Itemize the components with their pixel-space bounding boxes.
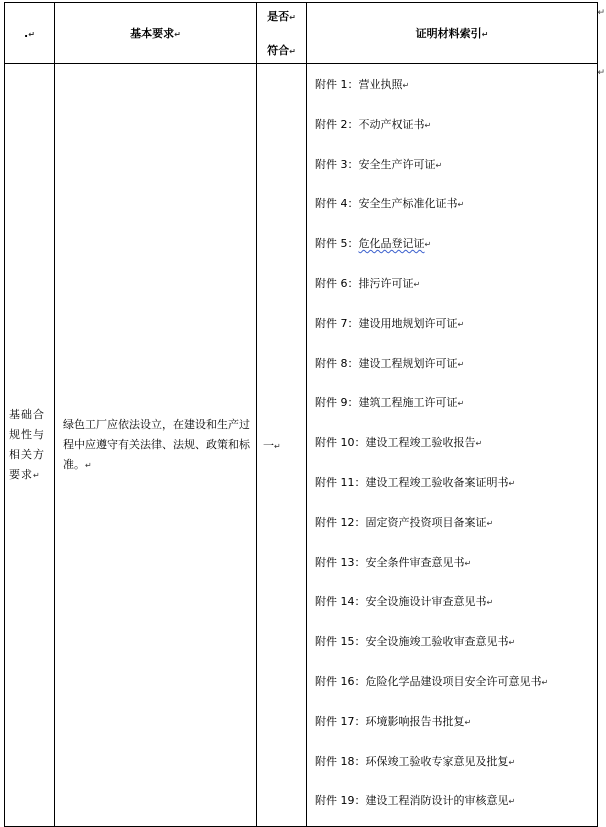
paragraph-mark-icon: ↵ [33,470,41,480]
paragraph-mark-icon: ↵ [464,717,472,727]
paragraph-mark-icon: ↵ [435,160,443,170]
attachment-item [315,707,597,747]
attachment-name: 建设工程规划许可证 [358,356,458,370]
paragraph-mark-icon: ↵ [486,598,494,608]
paragraph-mark-icon: ↵ [481,30,489,39]
attachment-item [315,309,597,349]
paragraph-mark-icon: ↵ [457,319,465,329]
paragraph-mark-icon: ↵ [464,558,472,568]
attachment-number: 附件 10： [315,436,366,450]
attachment-item [315,428,597,468]
paragraph-mark-icon: ↵ [457,200,465,210]
paragraph-mark-icon: ↵ [457,399,465,409]
requirement-text: 绿色工厂应依法设立，在建设和生产过程中应遵守有关法律、法规、政策和标准。 [63,417,250,471]
attachment-item [315,388,597,428]
paragraph-mark-icon: ↵ [486,518,494,528]
paragraph-mark-icon: ↵ [475,439,483,449]
attachment-item [315,587,597,627]
attachment-item [315,468,597,508]
attachment-number: 附件 13： [315,555,366,569]
attachment-item [315,786,597,826]
paragraph-mark-icon: ↵ [541,677,549,687]
attachment-item [315,229,597,269]
attachment-number: 附件 12： [315,515,366,529]
paragraph-mark-icon: ↵ [457,359,465,369]
attachment-name: 环保竣工验收专家意见及批复 [365,754,509,768]
attachment-name: 安全生产许可证 [358,157,436,171]
paragraph-mark-icon: ↵ [28,29,35,39]
paragraph-mark-icon: ↵ [508,478,516,488]
attachment-item [315,548,597,588]
header-index-label: . [24,26,29,40]
attachment-name: 建设用地规划许可证 [358,316,458,330]
paragraph-mark-icon: ↵ [402,81,410,90]
attachment-number: 附件 16： [315,674,366,688]
attachment-number: 附件 6： [315,276,359,290]
attachment-name: 危险化学品建设项目安全许可意见书 [365,674,542,688]
attachment-item [315,110,597,150]
attachment-name: 安全设施设计审查意见书 [365,595,487,609]
attachment-number: 附件 7： [315,316,359,330]
attachment-number: 附件 3： [315,157,359,171]
conformity-value: 一 [263,439,274,453]
paragraph-mark-icon: ↵ [508,757,516,767]
attachment-list [315,70,597,826]
paragraph-mark-icon: ↵ [85,460,92,470]
attachment-number: 附件 9： [315,396,359,410]
attachment-number: 附件 4： [315,197,359,211]
attachment-name: 环境影响报告书批复 [365,714,465,728]
header-conformity-bottom: 符合 [267,44,290,57]
end-of-row-mark-icon: ↵ [597,8,605,18]
attachment-name: 安全设施竣工验收审查意见书 [365,635,509,649]
header-row [5,3,598,64]
attachment-number: 附件 1： [315,78,359,91]
attachment-name: 危化品登记证 [358,237,425,251]
paragraph-mark-icon: ↵ [508,638,516,648]
attachment-number: 附件 15： [315,635,366,649]
attachment-number: 附件 11： [315,475,366,489]
attachment-item [315,150,597,190]
paragraph-mark-icon: ↵ [274,442,281,452]
compliance-table [4,2,598,827]
header-conformity-cell [257,3,307,64]
attachment-item [315,508,597,548]
attachment-number: 附件 2： [315,117,359,131]
paragraph-mark-icon: ↵ [413,279,421,289]
category-text-pre: 基础合规性与 [9,407,45,441]
attachment-number: 附件 8： [315,356,359,370]
paragraph-mark-icon: ↵ [508,797,516,807]
evidence-cell [307,64,598,827]
attachment-number: 附件 5： [315,237,359,251]
attachment-item [315,269,597,309]
attachment-item [315,349,597,389]
header-evidence-label: 证明材料索引 [415,27,482,40]
attachment-name: 建设工程竣工验收报告 [365,436,476,450]
attachment-number: 附件 17： [315,714,366,728]
attachment-item [315,189,597,229]
attachment-name: 安全生产标准化证书 [358,197,458,211]
attachment-item [315,627,597,667]
attachment-item [315,70,597,110]
attachment-name: 建设工程消防设计的审核意见 [365,794,509,808]
header-requirement-label: 基本要求 [130,27,175,40]
end-of-row-mark-icon: ↵ [597,68,605,78]
header-index-cell [5,3,55,64]
category-text-post: 相关方要求 [9,447,45,481]
attachment-name: 固定资产投资项目备案证 [365,515,487,529]
paragraph-mark-icon: ↵ [289,47,296,56]
category-cell [5,64,55,827]
attachment-name: 排污许可证 [358,276,414,290]
header-evidence-cell [307,3,598,64]
paragraph-mark-icon: ↵ [424,120,432,130]
attachment-number: 附件 19： [315,794,366,808]
attachment-item [315,667,597,707]
attachment-item [315,747,597,787]
requirement-cell [55,64,257,827]
conformity-cell [257,64,307,827]
attachment-name: 建设工程竣工验收备案证明书 [365,475,509,489]
paragraph-mark-icon: ↵ [289,13,296,22]
header-conformity-top: 是否 [267,10,290,23]
attachment-name: 不动产权证书 [358,117,425,131]
header-requirement-cell [55,3,257,64]
attachment-number: 附件 18： [315,754,366,768]
paragraph-mark-icon: ↵ [424,240,432,250]
content-row [5,64,598,827]
attachment-name: 建筑工程施工许可证 [358,396,458,410]
attachment-name: 安全条件审查意见书 [365,555,465,569]
attachment-name: 营业执照 [358,78,403,91]
paragraph-mark-icon: ↵ [174,30,181,39]
attachment-number: 附件 14： [315,595,366,609]
